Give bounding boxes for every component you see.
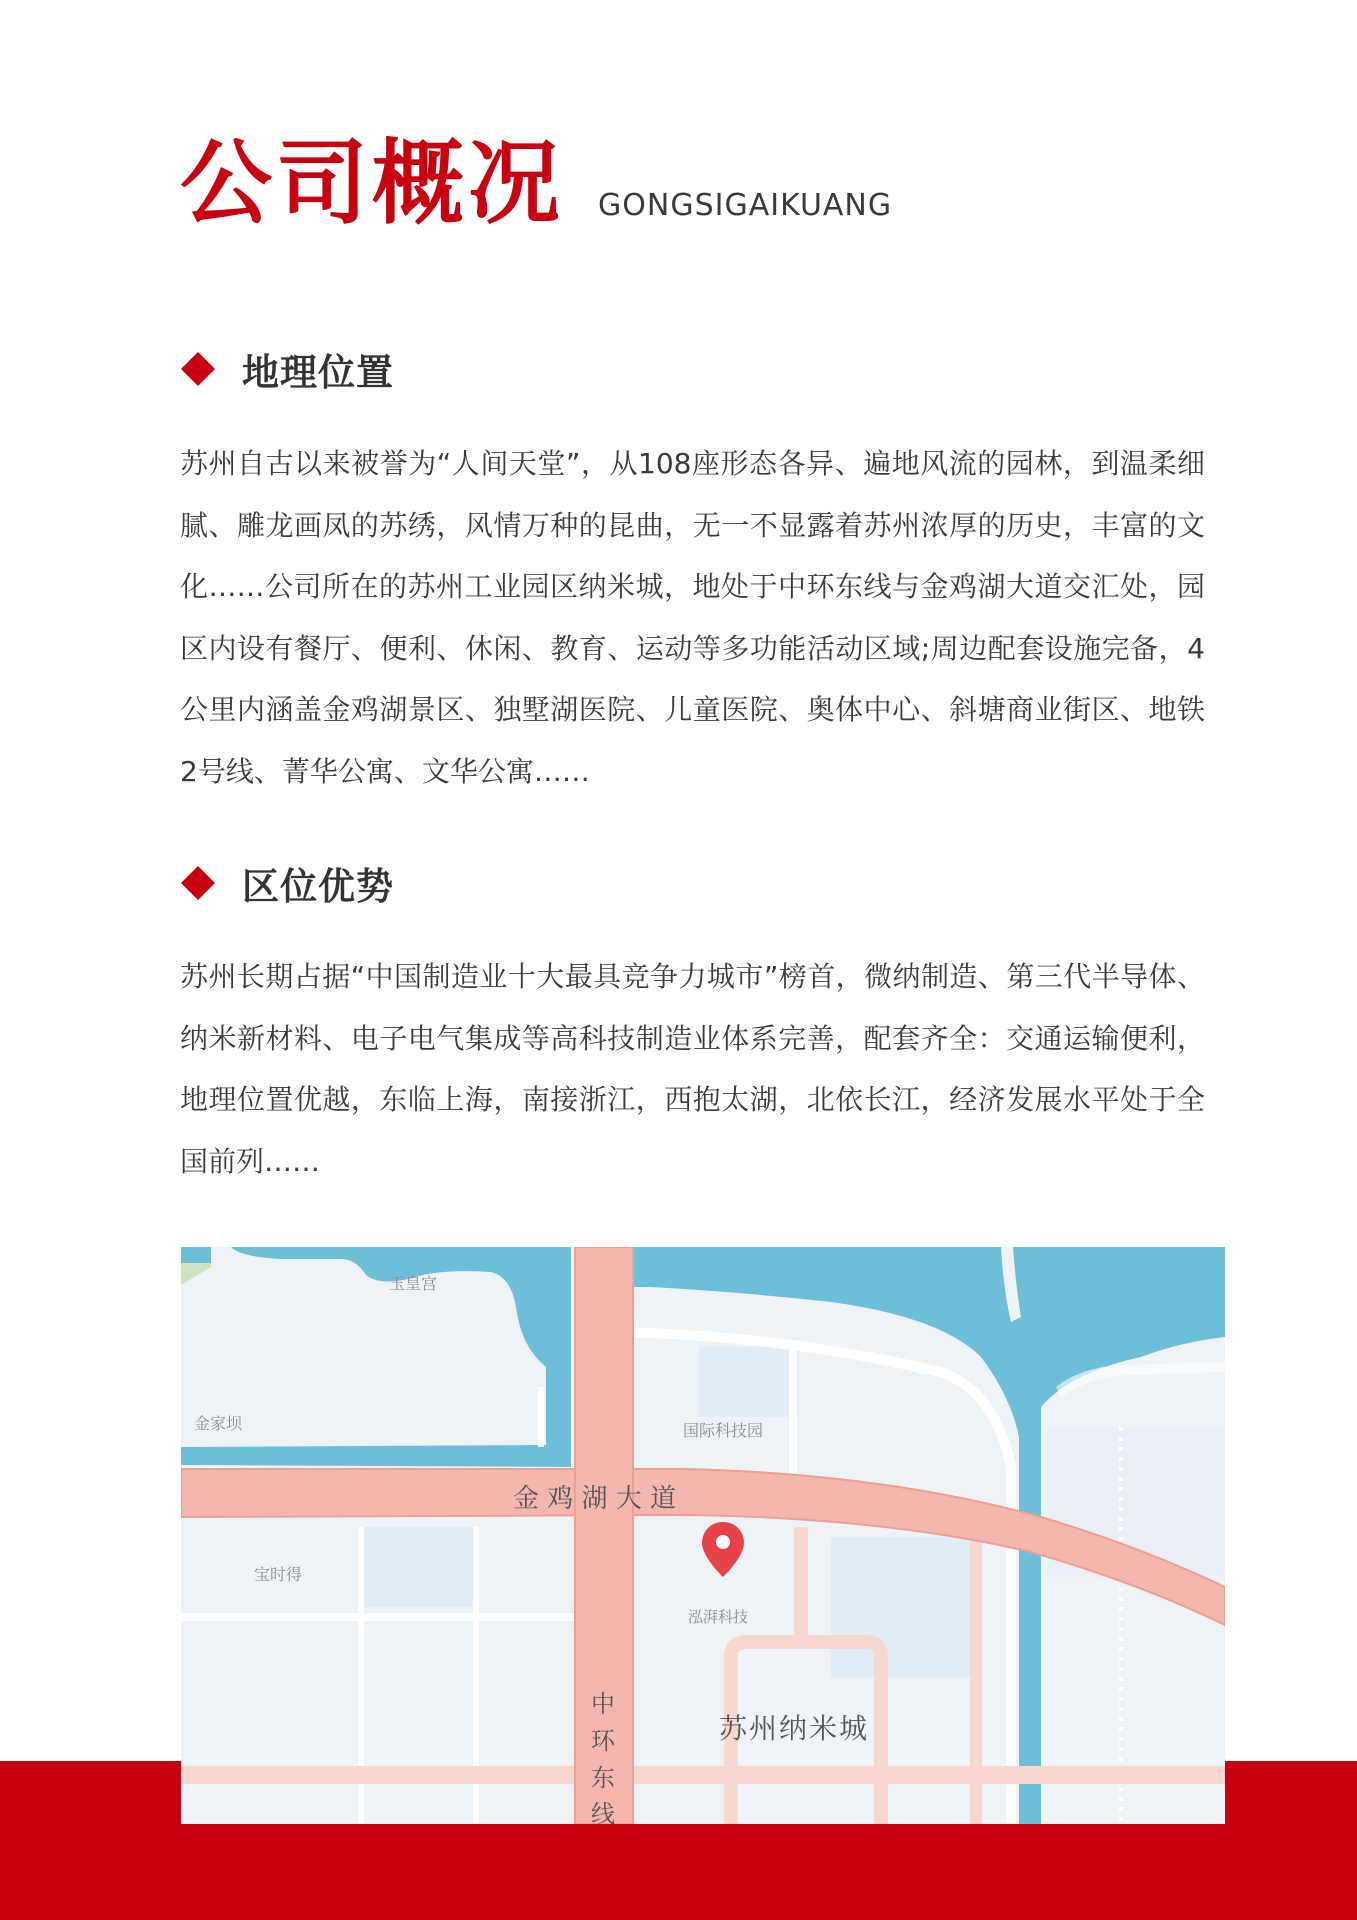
- map-label-baoshide: 宝时得: [254, 1565, 303, 1584]
- section-heading-advantage: [180, 856, 394, 910]
- section-title: 区位优势: [242, 865, 394, 908]
- map-label-guojikejiyuan: 国际科技园: [683, 1421, 764, 1440]
- map-label-yuhuanggong: 玉皇宫: [389, 1274, 438, 1293]
- location-map: [181, 1247, 1225, 1824]
- page-subtitle: GONGSIGAIKUANG: [598, 188, 893, 223]
- map-label-road-zhonghuan-3: 东: [591, 1764, 615, 1792]
- map-label-road-zhonghuan-1: 中: [591, 1690, 615, 1718]
- section-heading-location: [180, 342, 394, 396]
- map-label-nanocity: 苏州纳米城: [719, 1712, 870, 1745]
- diamond-bullet-icon: [181, 352, 215, 386]
- map-label-road-zhonghuan-2: 环: [591, 1727, 615, 1755]
- map-block: [831, 1537, 976, 1677]
- map-block: [699, 1347, 799, 1417]
- map-label-road-zhonghuan-4: 线: [591, 1800, 615, 1824]
- diamond-bullet-icon: [181, 866, 215, 900]
- page-header: [180, 130, 893, 237]
- map-label-jinjiaba: 金家坝: [194, 1414, 243, 1433]
- section-body-advantage: 苏州长期占据“中国制造业十大最具竞争力城市”榜首，微纳制造、第三代半导体、纳米新材料、电子电气集成等高科技制造业体系完善，配套齐全：交通运输便利，地理位置优越，东临上海，南接浙江，西抱太湖，北依长江，经济发展水平处于全国前列……: [180, 960, 1205, 1178]
- section-title: 地理位置: [242, 351, 394, 394]
- map-label-road-jinjihu: 金 鸡 湖 大 道: [513, 1484, 677, 1514]
- map-label-company: 泓湃科技: [688, 1608, 749, 1626]
- section-body-location: 苏州自古以来被誉为“人间天堂”，从108座形态各异、遍地风流的园林，到温柔细腻、雕龙画凤的苏绣，风情万种的昆曲，无一不显露着苏州浓厚的历史，丰富的文化……公司所在的苏州工业园区纳米城，地处于中环东线与金鸡湖大道交汇处，园区内设有餐厅、便利、休闲、教育、运动等多功能活动区域;周边配套设施完备，4公里内涵盖金鸡湖景区、独墅湖医院、儿童医院、奥体中心、斜塘商业街区、地铁2号线、菁华公寓、文华公寓……: [180, 447, 1205, 788]
- map-block: [361, 1527, 476, 1607]
- page-title: 公司概况: [180, 130, 565, 237]
